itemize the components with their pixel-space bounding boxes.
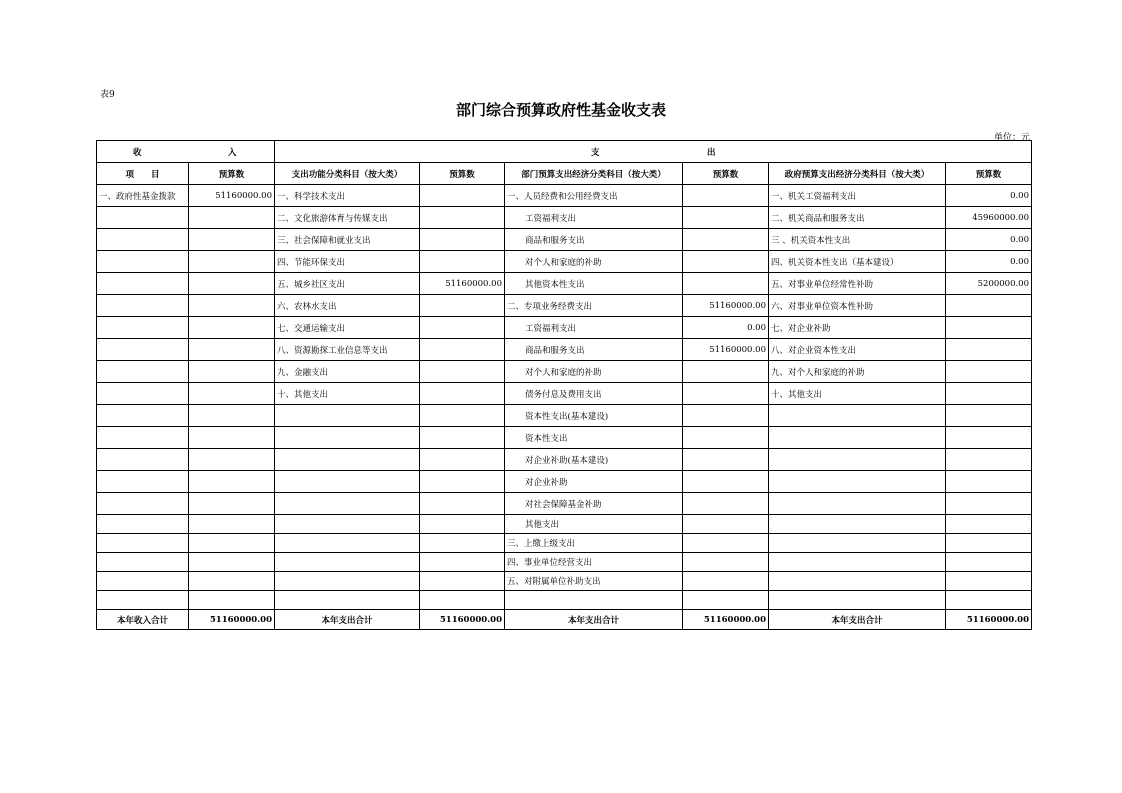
table-cell: 三、社会保障和就业支出 [275, 229, 420, 251]
table-cell: 六、对事业单位资本性补助 [769, 295, 946, 317]
total-value: 51160000.00 [420, 610, 505, 630]
table-cell [420, 383, 505, 405]
total-value: 51160000.00 [683, 610, 769, 630]
table-cell: 十、其他支出 [275, 383, 420, 405]
table-cell [97, 572, 189, 591]
table-cell [420, 449, 505, 471]
table-cell [97, 405, 189, 427]
table-cell: 0.00 [946, 185, 1032, 207]
expense-header-char-2: 出 [707, 147, 716, 158]
table-cell: 其他资本性支出 [505, 273, 683, 295]
table-cell [683, 449, 769, 471]
table-cell [189, 251, 275, 273]
table-cell: 51160000.00 [683, 295, 769, 317]
unit-label: 单位：元 [993, 133, 1030, 143]
table-cell [189, 572, 275, 591]
table-cell: 商品和服务支出 [505, 339, 683, 361]
table-cell [97, 339, 189, 361]
table-cell [189, 339, 275, 361]
table-cell: 资本性支出 [505, 427, 683, 449]
page-title: 部门综合预算政府性基金收支表 [455, 101, 666, 119]
column-header: 预算数 [420, 163, 505, 185]
table-cell: 对企业补助 [505, 471, 683, 493]
table-cell: 四、机关资本性支出（基本建设） [769, 251, 946, 273]
total-row [97, 610, 1032, 630]
table-cell: 八、对企业资本性支出 [769, 339, 946, 361]
income-header-char-1: 收 [133, 147, 142, 158]
table-cell [97, 361, 189, 383]
table-cell [189, 591, 275, 610]
table-row [97, 339, 1032, 361]
table-cell [189, 383, 275, 405]
expense-section-header [275, 141, 1032, 163]
table-cell: 六、农林水支出 [275, 295, 420, 317]
table-cell [189, 207, 275, 229]
table-row [97, 534, 1032, 553]
table-cell: 三 、机关资本性支出 [769, 229, 946, 251]
table-cell: 对个人和家庭的补助 [505, 251, 683, 273]
table-cell [420, 534, 505, 553]
column-header: 项 目 [97, 163, 189, 185]
table-cell [946, 515, 1032, 534]
table-cell: 三、上缴上级支出 [505, 534, 683, 553]
table-cell [189, 515, 275, 534]
table-cell [769, 405, 946, 427]
table-cell: 五、对附属单位补助支出 [505, 572, 683, 591]
table-row [97, 361, 1032, 383]
table-cell: 工资福利支出 [505, 317, 683, 339]
table-cell [683, 427, 769, 449]
table-cell [420, 405, 505, 427]
total-label: 本年支出合计 [275, 610, 420, 630]
table-cell [946, 295, 1032, 317]
table-cell [420, 493, 505, 515]
table-cell [420, 515, 505, 534]
table-row [97, 317, 1032, 339]
table-cell [946, 572, 1032, 591]
table-cell: 0.00 [946, 229, 1032, 251]
table-cell [97, 317, 189, 339]
expense-header-char-1: 支 [591, 147, 600, 158]
total-value: 51160000.00 [946, 610, 1032, 630]
table-cell [275, 591, 420, 610]
table-cell [420, 427, 505, 449]
table-cell: 七、对企业补助 [769, 317, 946, 339]
table-cell: 资本性支出(基本建设) [505, 405, 683, 427]
table-cell [946, 427, 1032, 449]
table-cell [189, 553, 275, 572]
table-cell [683, 273, 769, 295]
table-cell [189, 229, 275, 251]
table-cell: 商品和服务支出 [505, 229, 683, 251]
table-cell: 51160000.00 [420, 273, 505, 295]
total-label: 本年支出合计 [505, 610, 683, 630]
table-cell [946, 383, 1032, 405]
table-cell [275, 572, 420, 591]
table-cell [420, 591, 505, 610]
total-label: 本年收入合计 [97, 610, 189, 630]
table-cell [683, 251, 769, 273]
column-header: 预算数 [189, 163, 275, 185]
table-cell [769, 534, 946, 553]
table-cell: 一、科学技术支出 [275, 185, 420, 207]
table-cell: 十、其他支出 [769, 383, 946, 405]
table-cell [420, 295, 505, 317]
table-cell [189, 427, 275, 449]
table-cell [420, 572, 505, 591]
table-row [97, 229, 1032, 251]
table-cell [683, 572, 769, 591]
table-cell [97, 207, 189, 229]
table-cell [683, 515, 769, 534]
table-cell [946, 339, 1032, 361]
table-cell [275, 534, 420, 553]
table-cell [683, 553, 769, 572]
table-cell [769, 471, 946, 493]
table-cell: 二、机关商品和服务支出 [769, 207, 946, 229]
table-cell [97, 273, 189, 295]
table-cell [189, 405, 275, 427]
table-row [97, 493, 1032, 515]
table-cell: 一、政府性基金拨款 [97, 185, 189, 207]
table-cell [420, 317, 505, 339]
table-row [97, 185, 1032, 207]
table-cell: 0.00 [683, 317, 769, 339]
total-label: 本年支出合计 [769, 610, 946, 630]
table-row [97, 515, 1032, 534]
table-cell: 八、资源勘探工业信息等支出 [275, 339, 420, 361]
table-cell [946, 361, 1032, 383]
table-cell: 九、金融支出 [275, 361, 420, 383]
income-header-char-2: 入 [228, 147, 237, 158]
table-cell [97, 383, 189, 405]
column-header: 预算数 [683, 163, 769, 185]
table-cell [946, 591, 1032, 610]
table-row [97, 207, 1032, 229]
table-cell [97, 449, 189, 471]
table-cell [683, 405, 769, 427]
table-cell [946, 534, 1032, 553]
table-cell [97, 493, 189, 515]
table-cell [769, 493, 946, 515]
table-cell [420, 471, 505, 493]
table-cell [189, 295, 275, 317]
table-row [97, 273, 1032, 295]
table-cell: 五、城乡社区支出 [275, 273, 420, 295]
table-cell [420, 251, 505, 273]
table-row [97, 427, 1032, 449]
income-section-header [97, 141, 275, 163]
table-cell [683, 185, 769, 207]
section-header-row [97, 141, 1032, 163]
table-cell [275, 471, 420, 493]
table-cell: 其他支出 [505, 515, 683, 534]
table-row [97, 251, 1032, 273]
table-cell [420, 207, 505, 229]
table-cell [683, 207, 769, 229]
table-cell [683, 471, 769, 493]
table-cell [420, 185, 505, 207]
table-cell [97, 553, 189, 572]
column-header: 支出功能分类科目（按大类） [275, 163, 420, 185]
table-cell: 九、对个人和家庭的补助 [769, 361, 946, 383]
table-cell: 对个人和家庭的补助 [505, 361, 683, 383]
table-cell [275, 553, 420, 572]
table-row [97, 553, 1032, 572]
table-cell: 0.00 [946, 251, 1032, 273]
table-cell [97, 229, 189, 251]
table-cell [769, 572, 946, 591]
table-cell [97, 534, 189, 553]
table-cell [420, 229, 505, 251]
table-cell [97, 515, 189, 534]
table-row [97, 471, 1032, 493]
table-cell: 45960000.00 [946, 207, 1032, 229]
table-cell [189, 317, 275, 339]
table-cell [946, 405, 1032, 427]
table-cell: 工资福利支出 [505, 207, 683, 229]
table-cell: 5200000.00 [946, 273, 1032, 295]
table-cell [275, 405, 420, 427]
budget-table [96, 140, 1032, 630]
column-header: 预算数 [946, 163, 1032, 185]
table-cell [420, 339, 505, 361]
table-cell [189, 361, 275, 383]
table-cell [769, 449, 946, 471]
table-cell [505, 591, 683, 610]
table-cell [683, 383, 769, 405]
table-row [97, 383, 1032, 405]
table-cell [946, 493, 1032, 515]
table-cell [769, 591, 946, 610]
table-cell [946, 471, 1032, 493]
table-cell: 二、专项业务经费支出 [505, 295, 683, 317]
column-header-row [97, 163, 1032, 185]
table-cell [275, 427, 420, 449]
table-cell: 五、对事业单位经常性补助 [769, 273, 946, 295]
table-row [97, 572, 1032, 591]
table-cell [946, 553, 1032, 572]
table-cell [683, 229, 769, 251]
table-cell [769, 515, 946, 534]
table-cell [769, 553, 946, 572]
table-cell [189, 471, 275, 493]
table-cell [189, 449, 275, 471]
table-cell [189, 534, 275, 553]
table-row [97, 405, 1032, 427]
table-cell [275, 493, 420, 515]
column-header: 部门预算支出经济分类科目（按大类） [505, 163, 683, 185]
table-cell [97, 251, 189, 273]
table-cell: 四、事业单位经营支出 [505, 553, 683, 572]
table-cell [97, 295, 189, 317]
table-cell [189, 273, 275, 295]
table-cell [683, 361, 769, 383]
table-cell [275, 449, 420, 471]
table-cell: 一、人员经费和公用经费支出 [505, 185, 683, 207]
table-cell: 51160000.00 [189, 185, 275, 207]
table-cell: 债务付息及费用支出 [505, 383, 683, 405]
table-cell: 二、文化旅游体育与传媒支出 [275, 207, 420, 229]
table-cell: 四、节能环保支出 [275, 251, 420, 273]
table-row [97, 591, 1032, 610]
table-cell: 对社会保障基金补助 [505, 493, 683, 515]
table-number: 表9 [100, 90, 115, 100]
table-cell [97, 427, 189, 449]
table-cell: 七、交通运输支出 [275, 317, 420, 339]
table-row [97, 295, 1032, 317]
table-cell [420, 553, 505, 572]
table-cell [189, 493, 275, 515]
table-cell [946, 449, 1032, 471]
table-cell [97, 471, 189, 493]
table-cell [97, 591, 189, 610]
total-value: 51160000.00 [189, 610, 275, 630]
table-cell [420, 361, 505, 383]
column-header: 政府预算支出经济分类科目（按大类） [769, 163, 946, 185]
table-cell [275, 515, 420, 534]
table-cell [683, 493, 769, 515]
table-cell [769, 427, 946, 449]
table-cell: 一、机关工资福利支出 [769, 185, 946, 207]
table-cell: 对企业补助(基本建设) [505, 449, 683, 471]
table-row [97, 449, 1032, 471]
table-cell [683, 591, 769, 610]
table-cell [683, 534, 769, 553]
table-cell: 51160000.00 [683, 339, 769, 361]
table-cell [946, 317, 1032, 339]
